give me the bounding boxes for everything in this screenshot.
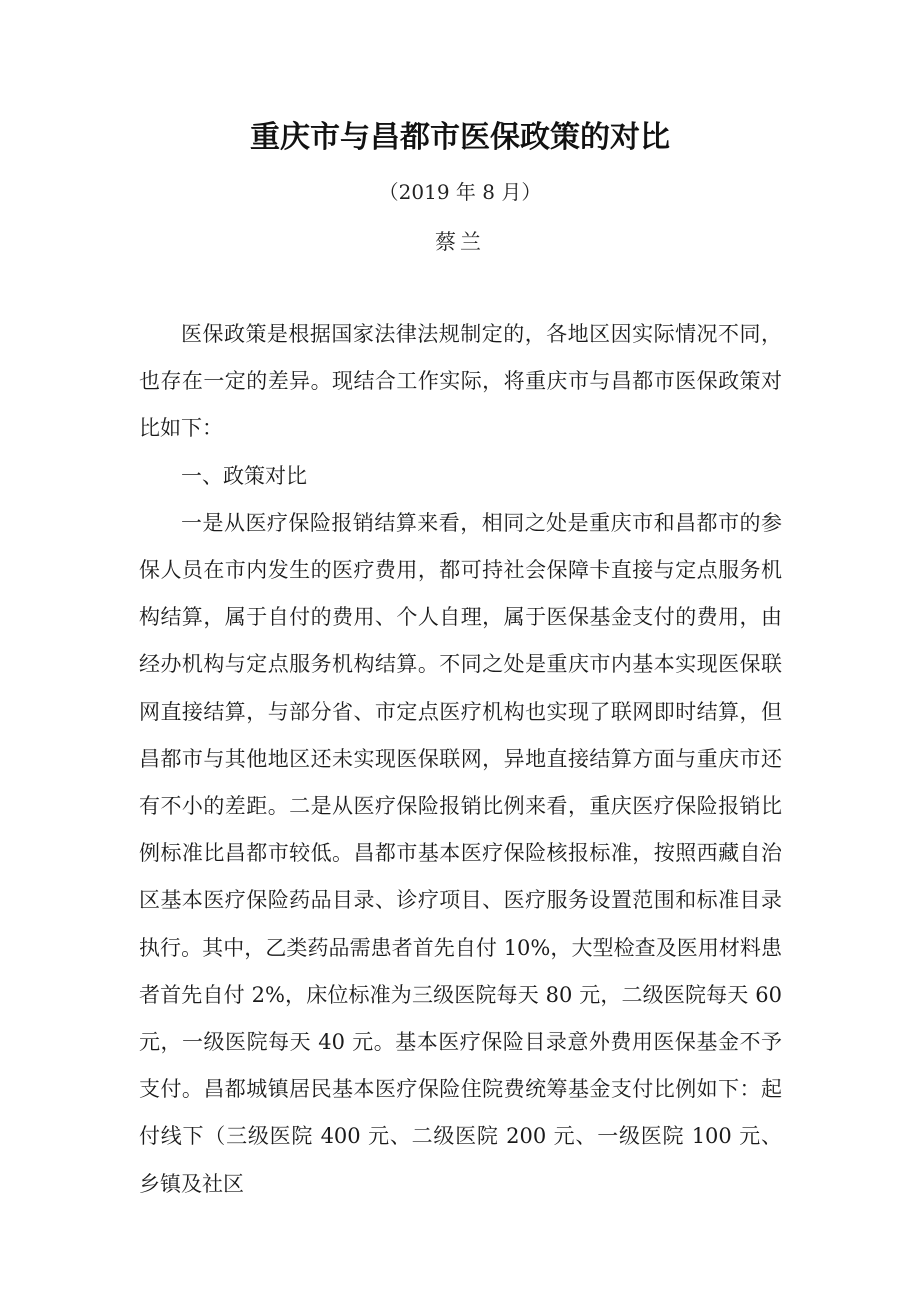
paragraph-comparison: 一是从医疗保险报销结算来看，相同之处是重庆市和昌都市的参保人员在市内发生的医疗费用，都可持社会保障卡直接与定点服务机构结算，属于自付的费用、个人自理，属于医保基金支付的费用，由经办机构与定点服务机构结算。不同之处是重庆市内基本实现医保联网直接结算，与部分省、市定点医疗机构也实现了联网即时结算，但昌都市与其他地区还未实现医保联网，异地直接结算方面与重庆市还有不小的差距。二是从医疗保险报销比例来看，重庆医疗保险报销比例标准比昌都市较低。昌都市基本医疗保险核报标准，按照西藏自治区基本医疗保险药品目录、诊疗项目、医疗服务设置范围和标准目录执行。其中，乙类药品需患者首先自付 10%，大型检查及医用材料患者首先自付 2%，床位标准为三级医院每天 80 元，二级医院每天 60 元，一级医院每天 40 元。基本医疗保险目录意外费用医保基金不予支付。昌都城镇居民基本医疗保险住院费统筹基金支付比例如下：起付线下（三级医院 400 元、二级医院 200 元、一级医院 100 元、乡镇及社区 (139, 510, 782, 1196)
document-author: 蔡兰 (435, 230, 485, 254)
paragraph-intro: 医保政策是根据国家法律法规制定的，各地区因实际情况不同，也存在一定的差异。现结合工作实际，将重庆市与昌都市医保政策对比如下： (139, 322, 782, 441)
section-heading: 一、政策对比 (181, 463, 307, 488)
document-date: （2019 年 8 月） (378, 180, 542, 204)
document-body (139, 311, 782, 1208)
document-title: 重庆市与昌都市医保政策的对比 (250, 120, 670, 155)
